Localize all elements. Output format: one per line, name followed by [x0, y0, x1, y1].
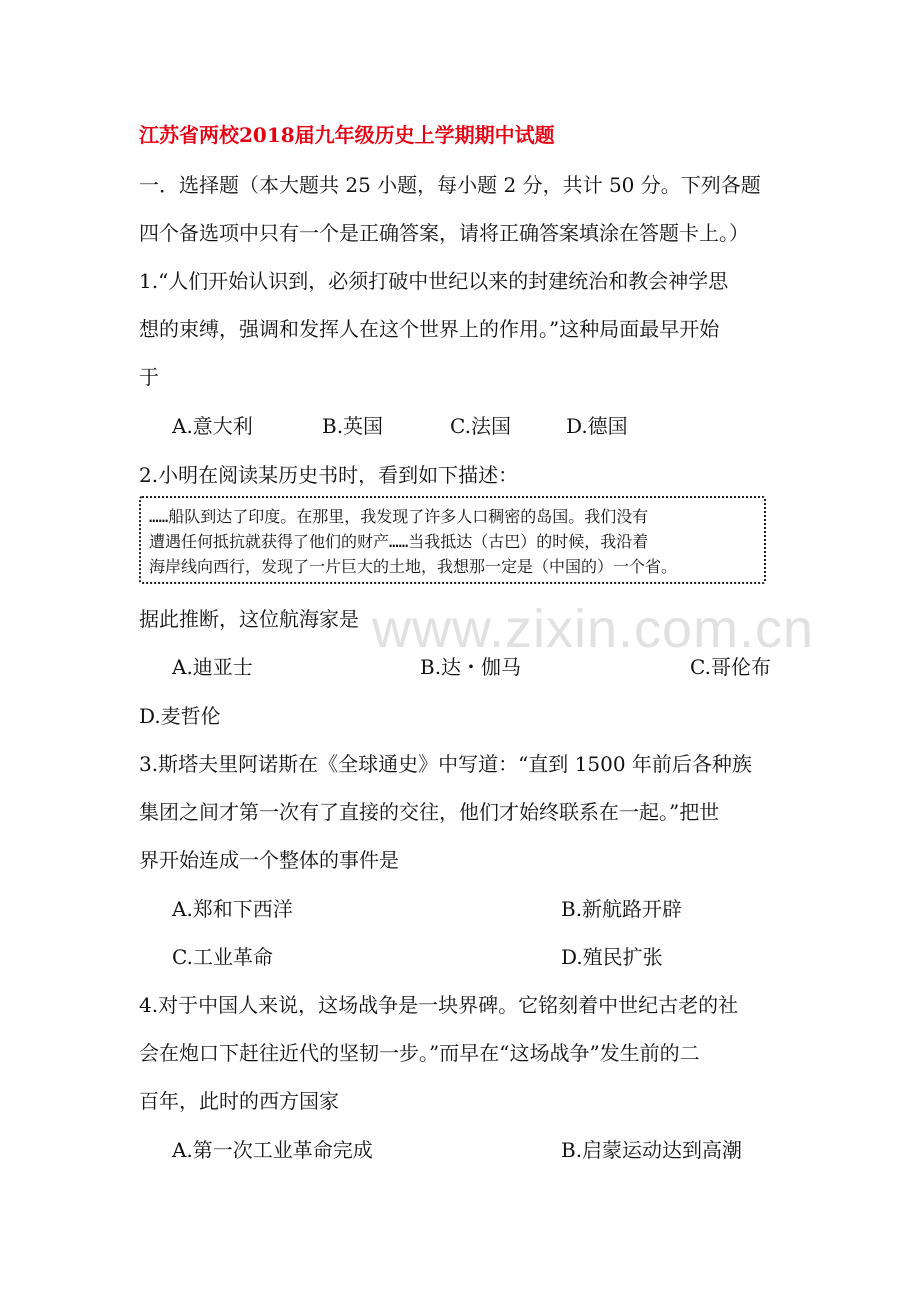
- q3-option-a: A.郑和下西洋: [172, 897, 293, 921]
- q1-stem-line-2: 想的束缚，强调和发挥人在这个世界上的作用。”这种局面最早开始: [139, 317, 720, 341]
- q3-option-c: C.工业革命: [172, 945, 273, 969]
- q2-option-b: B.达・伽马: [420, 655, 522, 679]
- q2-quote-line-1: ……船队到达了印度。在那里，我发现了许多人口稠密的岛国。我们没有: [149, 507, 649, 526]
- q1-option-d: D.德国: [566, 414, 628, 438]
- q2-quote-line-3: 海岸线向西行，发现了一片巨大的土地，我想那一定是（中国的）一个省。: [149, 557, 678, 576]
- watermark: www.zixin.com.cn: [372, 599, 815, 659]
- q3-stem-line-3: 界开始连成一个整体的事件是: [139, 848, 399, 872]
- q3-stem-line-1: 3.斯塔夫里阿诺斯在《全球通史》中写道：“直到 1500 年前后各种族: [139, 752, 752, 776]
- q2-quote-box: [139, 496, 766, 584]
- q2-option-a: A.迪亚士: [172, 655, 253, 679]
- q4-stem-line-3: 百年，此时的西方国家: [139, 1089, 339, 1113]
- q4-option-b: B.启蒙运动达到高潮: [561, 1138, 743, 1162]
- q4-stem-line-1: 4.对于中国人来说，这场战争是一块界碑。它铭刻着中世纪古老的社: [139, 993, 739, 1017]
- q3-stem-line-2: 集团之间才第一次有了直接的交往，他们才始终联系在一起。”把世: [139, 800, 720, 824]
- q4-option-a: A.第一次工业革命完成: [172, 1138, 373, 1162]
- q3-option-b: B.新航路开辟: [561, 897, 683, 921]
- q2-quote-line-2: 遭遇任何抵抗就获得了他们的财产……当我抵达（古巴）的时候，我沿着: [149, 532, 649, 551]
- q1-stem-line-1: 1.“人们开始认识到，必须打破中世纪以来的封建统治和教会神学思: [139, 269, 729, 293]
- page-title: 江苏省两校2018届九年级历史上学期期中试题: [139, 123, 555, 147]
- q1-option-c: C.法国: [450, 414, 511, 438]
- q2-stem: 2.小明在阅读某历史书时，看到如下描述：: [139, 463, 519, 487]
- q3-option-d: D.殖民扩张: [561, 945, 663, 969]
- q4-stem-line-2: 会在炮口下赶往近代的坚韧一步。”而早在“这场战争”发生前的二: [139, 1041, 700, 1065]
- section-instructions-line-1: 一．选择题（本大题共 25 小题，每小题 2 分，共计 50 分。下列各题: [139, 173, 761, 197]
- q2-option-c: C.哥伦布: [690, 655, 771, 679]
- q1-option-b: B.英国: [322, 414, 384, 438]
- q1-stem-line-3: 于: [139, 365, 159, 389]
- q2-inference: 据此推断，这位航海家是: [139, 607, 359, 631]
- q1-option-a: A.意大利: [172, 414, 253, 438]
- q2-option-d: D.麦哲伦: [139, 704, 221, 728]
- section-instructions-line-2: 四个备选项中只有一个是正确答案，请将正确答案填涂在答题卡上。）: [139, 221, 749, 245]
